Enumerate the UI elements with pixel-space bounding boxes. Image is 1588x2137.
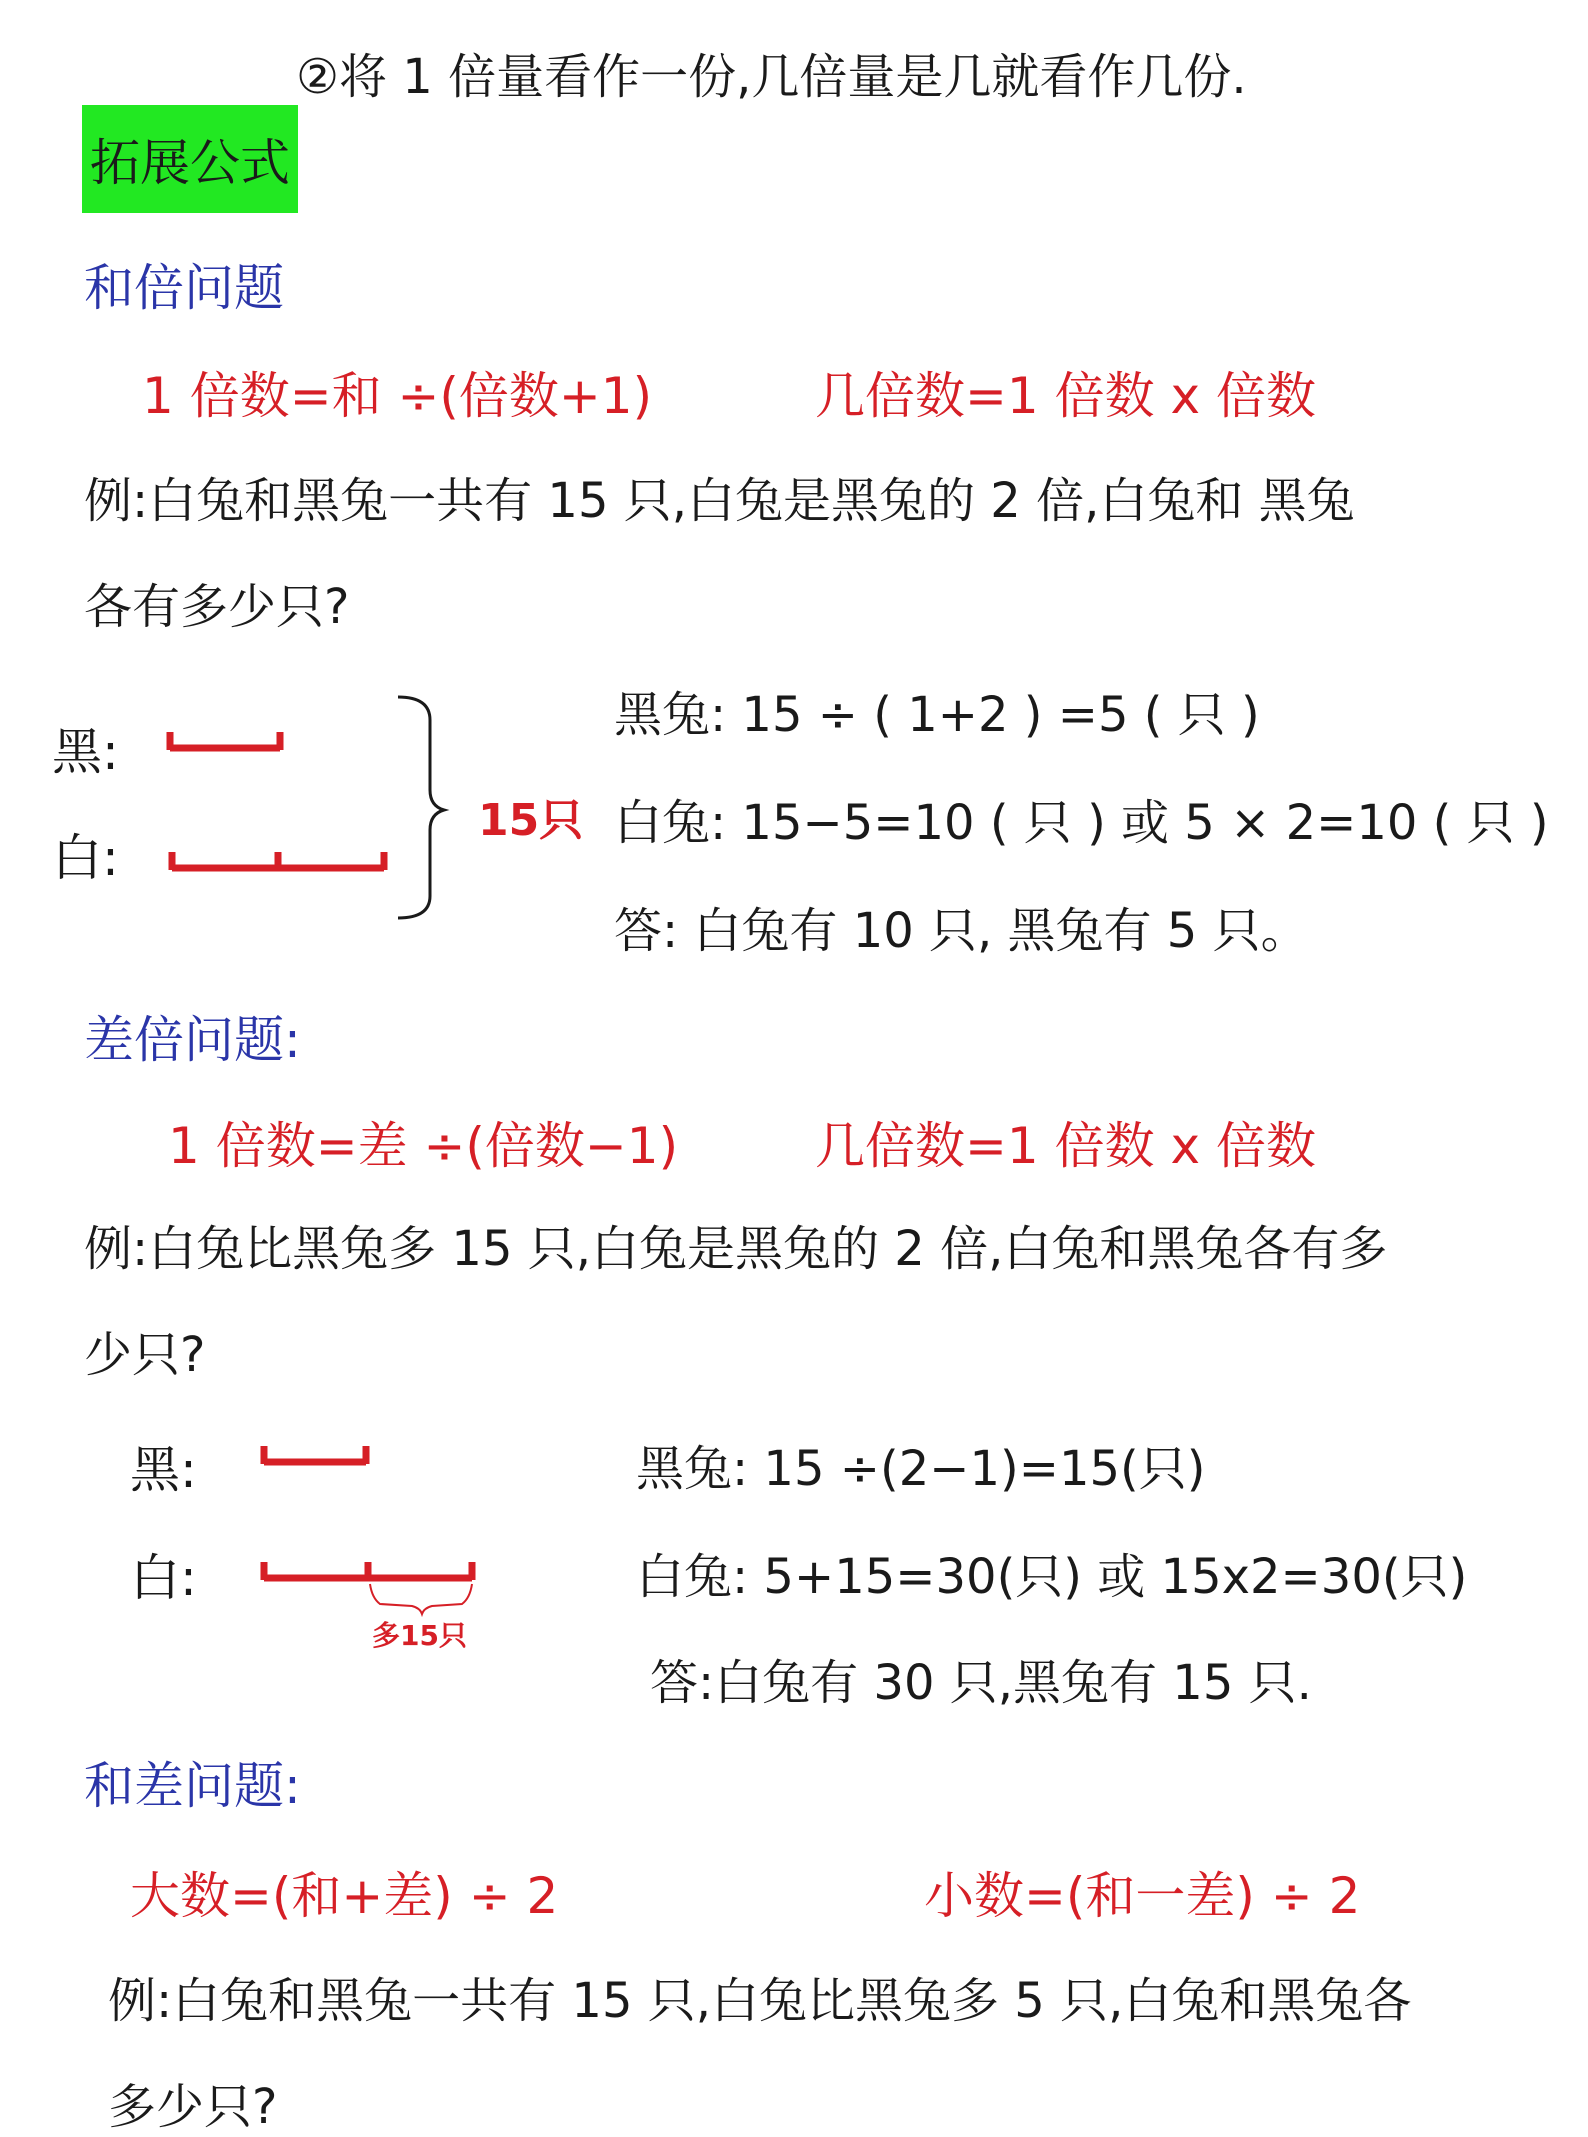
sum-multiple-example-line2: 各有多少只?: [84, 579, 350, 635]
diagram2-black-bar: [264, 1446, 366, 1464]
diff-multiple-answer: 答:白兔有 30 只,黑兔有 15 只.: [650, 1655, 1312, 1711]
diff-multiple-example-line1: 例:白兔比黑兔多 15 只,白兔是黑兔的 2 倍,白兔和黑兔各有多: [84, 1221, 1388, 1277]
diff-multiple-solution-1: 黑兔: 15 ÷(2−1)=15(只): [636, 1441, 1206, 1497]
diff-multiple-formula-left: 1 倍数=差 ÷(倍数−1): [168, 1117, 679, 1175]
diagram1-label-white: 白:: [52, 829, 119, 887]
sum-multiple-solution-1: 黑兔: 15 ÷ ( 1+2 ) =5 ( 只 ): [614, 687, 1260, 743]
sum-diff-formula-right: 小数=(和一差) ÷ 2: [924, 1867, 1361, 1925]
sum-diff-formula-left: 大数=(和+差) ÷ 2: [130, 1867, 559, 1925]
section-title: 拓展公式: [82, 105, 298, 213]
diagram1-total-label: 15只: [478, 795, 584, 846]
diagram2-label-black: 黑:: [130, 1441, 197, 1499]
diagram2-label-white: 白:: [130, 1549, 197, 1607]
diff-multiple-solution-2: 白兔: 5+15=30(只) 或 15x2=30(只): [636, 1549, 1468, 1605]
sum-multiple-solution-2: 白兔: 15−5=10 ( 只 ) 或 5 × 2=10 ( 只 ): [614, 795, 1549, 851]
diagram2-more-label: 多15只: [372, 1619, 467, 1652]
sum-multiple-formula-left: 1 倍数=和 ÷(倍数+1): [142, 367, 653, 425]
sum-diff-example-line1: 例:白兔和黑兔一共有 15 只,白兔比黑兔多 5 只,白兔和黑兔各: [108, 1973, 1412, 2029]
diff-multiple-heading: 差倍问题:: [84, 1011, 301, 1069]
diagram2-more-brace: [370, 1584, 472, 1614]
sum-multiple-answer: 答: 白兔有 10 只, 黑兔有 5 只。: [614, 903, 1309, 959]
diagram2-white-bar: [264, 1562, 472, 1580]
intro-line: ②将 1 倍量看作一份,几倍量是几就看作几份.: [296, 49, 1247, 105]
sum-diff-heading: 和差问题:: [84, 1757, 301, 1815]
sum-multiple-example-line1: 例:白兔和黑兔一共有 15 只,白兔是黑兔的 2 倍,白兔和 黑兔: [84, 473, 1355, 529]
sum-multiple-heading: 和倍问题: [84, 259, 284, 317]
diff-multiple-formula-right: 几倍数=1 倍数 x 倍数: [815, 1117, 1316, 1175]
sum-multiple-formula-right: 几倍数=1 倍数 x 倍数: [815, 367, 1316, 425]
diagram1-label-black: 黑:: [52, 723, 119, 781]
diff-multiple-example-line2: 少只?: [84, 1327, 206, 1383]
sum-diff-example-line2: 多少只?: [108, 2079, 278, 2135]
